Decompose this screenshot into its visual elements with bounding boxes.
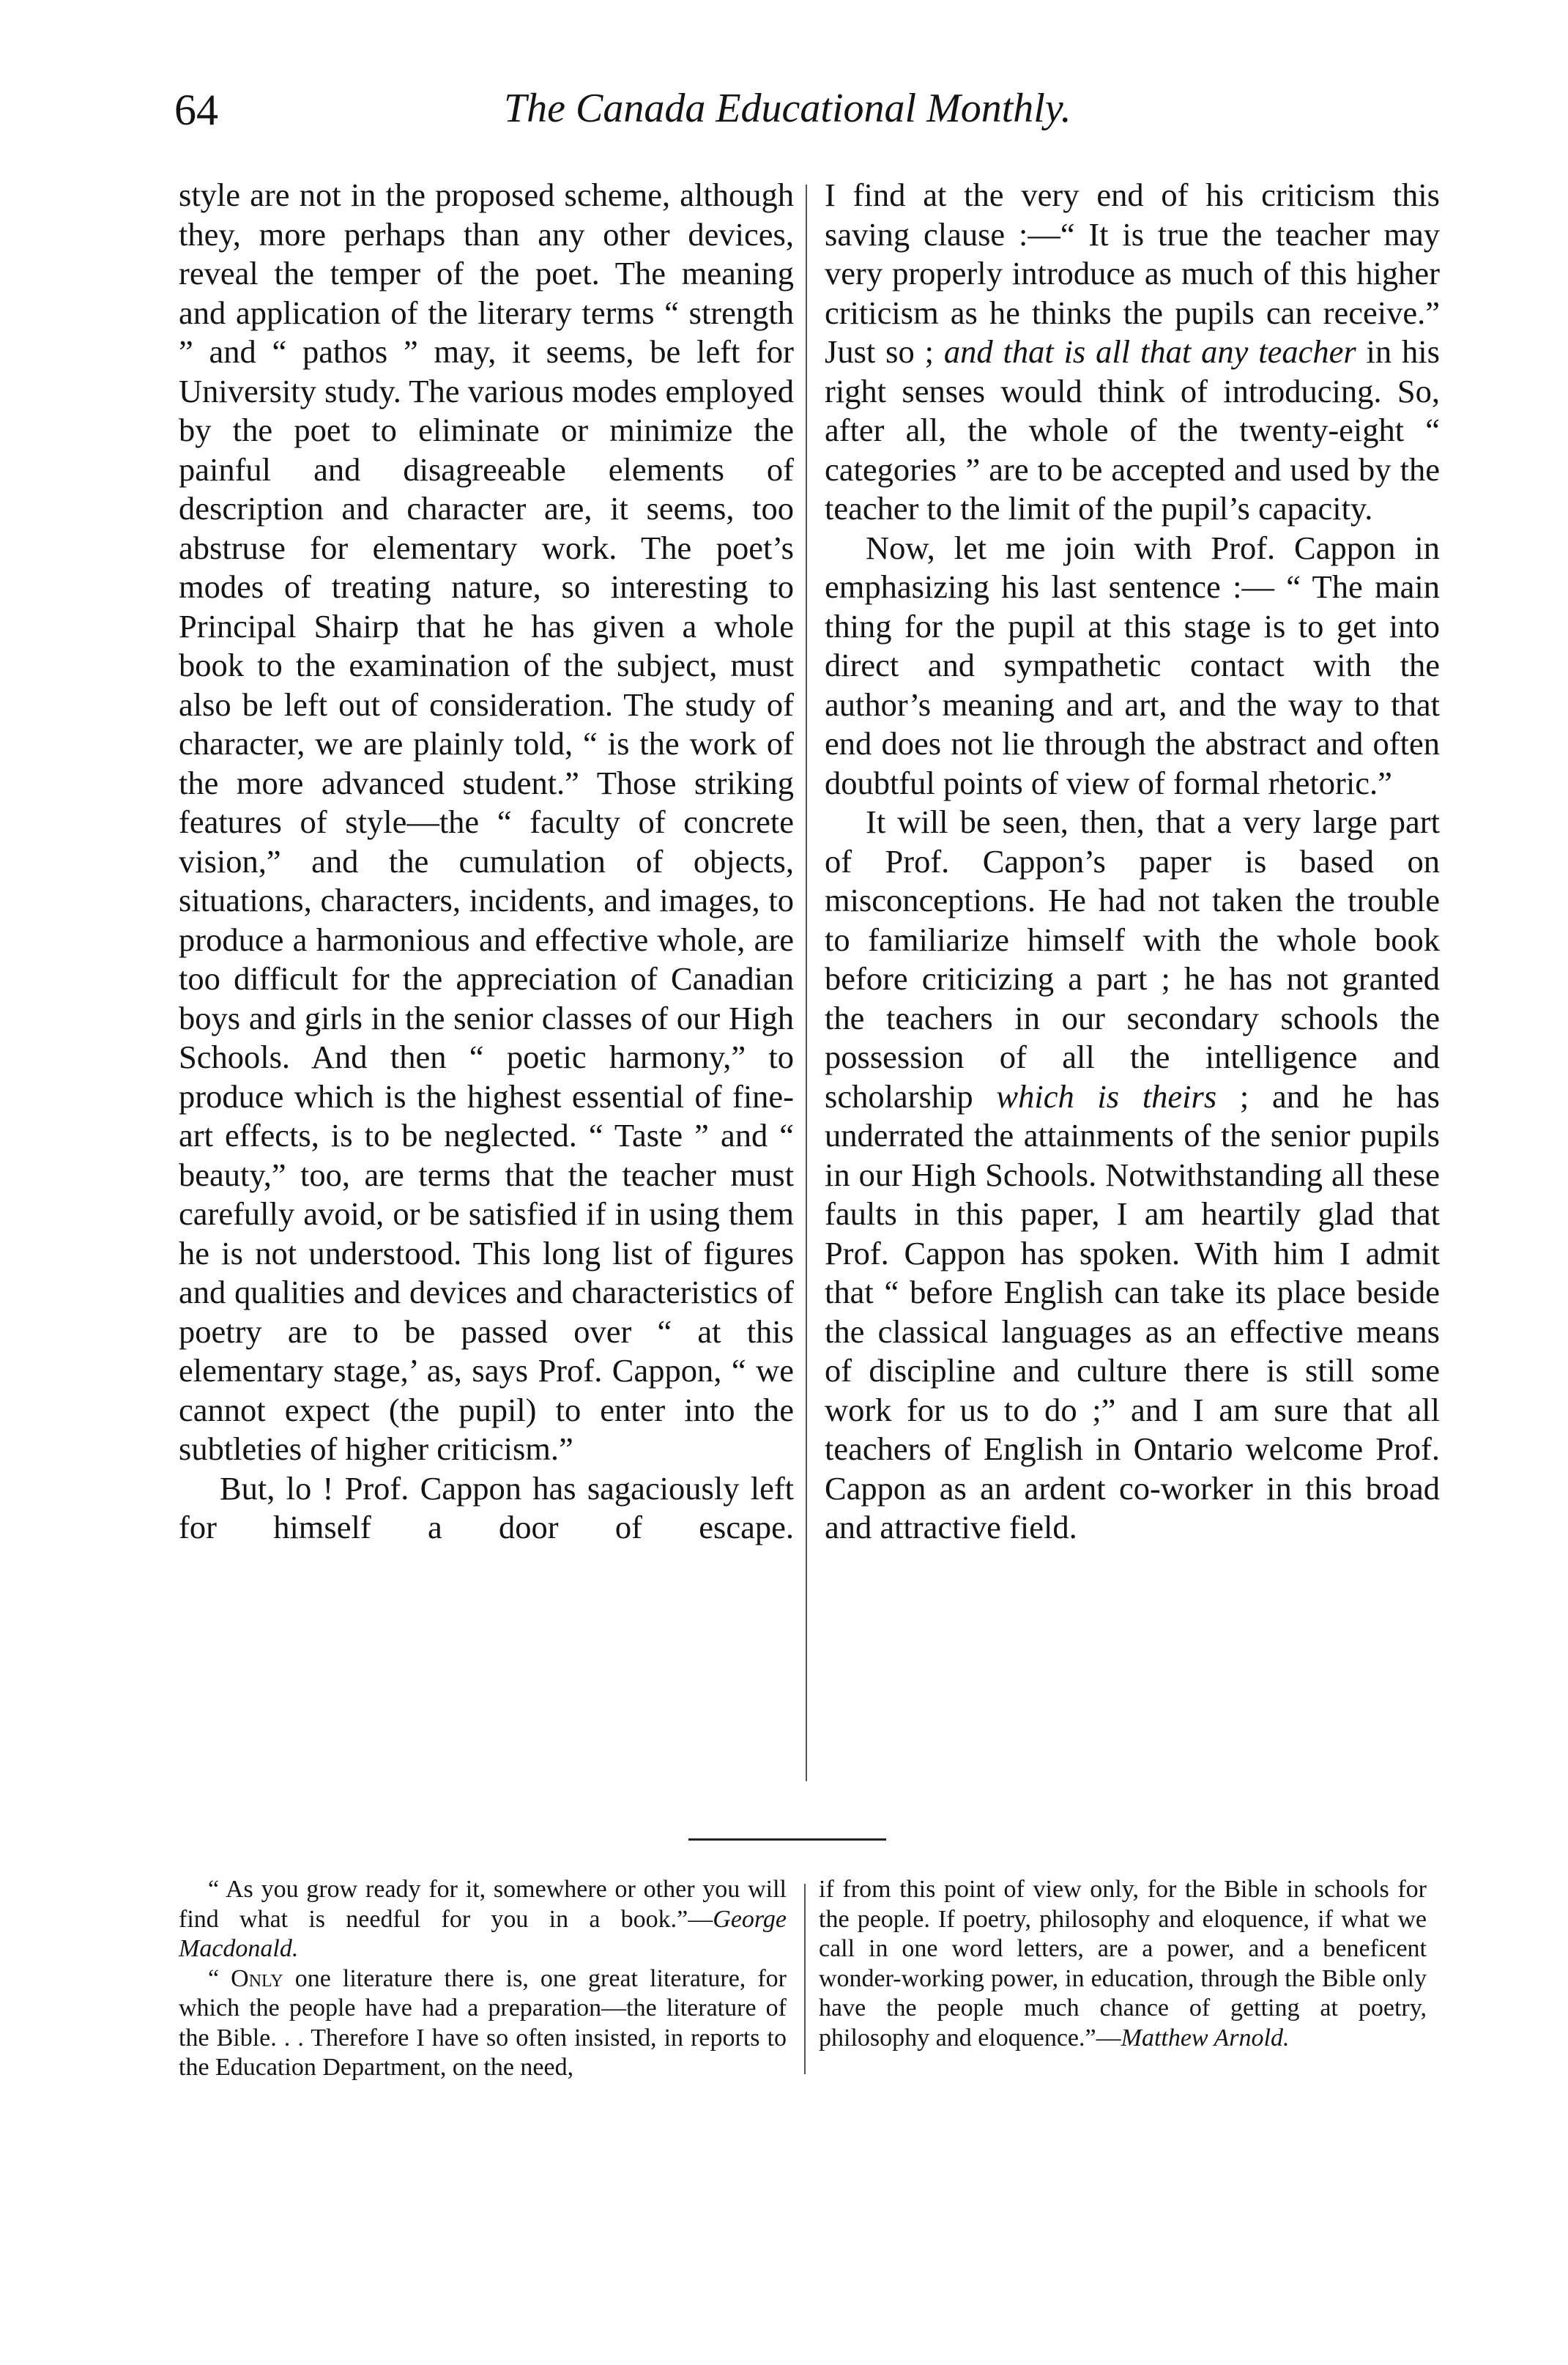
- right-paragraph-1-emphasis: and that is all that any teacher: [943, 333, 1356, 370]
- running-title: The Canada Educational Monthly.: [504, 86, 1071, 131]
- right-paragraph-3-emphasis: which is theirs: [996, 1077, 1217, 1115]
- right-paragraph-1: [825, 176, 1440, 529]
- column-divider: [806, 185, 807, 1781]
- footnote-quote-arnold-text-1: one literature there is, one great literature, for which the people have had a preparation—the literature of the Bible. . . Therefore I have so often insisted, in reports to the Education Department, on the need,: [179, 1964, 787, 2081]
- right-paragraph-3-text-a: It will be seen, then, that a very large part of Prof. Cappon’s paper is based on misconceptions. He had not taken the trouble to familiarize himself with the whole book before criticizing a part ; he has not granted the teachers in our secondary schools the possession of all the intelligence and scholarship: [825, 803, 1440, 1115]
- right-paragraph-2: Now, let me join with Prof. Cappon in emphasizing his last sentence :— “ The main thing for the pupil at this stage is to get into direct and sympathetic contact with the author’s meaning and art, and the way to that end does not lie through the abstract and often doubtful points of view of formal rhetoric.”: [825, 529, 1440, 801]
- footnote-column-divider: [804, 1884, 806, 2074]
- footnote-quote-arnold-part-1: [179, 1964, 787, 2083]
- section-divider: [688, 1838, 886, 1841]
- footnote-quote-macdonald: [179, 1875, 787, 1964]
- footnote-opening-word: “ Only: [208, 1964, 283, 1992]
- right-paragraph-1-text-a: I find at the very end of his criticism this saving clause :—“ It is true the teacher may very properly introduce as much of this higher criticism as he thinks the pupils can receive.” Just so ;: [825, 177, 1440, 370]
- right-paragraph-3: [825, 803, 1440, 1548]
- footnote-left-column: [179, 1875, 787, 2083]
- footnote-quote-arnold-part-2: [819, 1875, 1427, 2053]
- left-paragraph-1: style are not in the proposed scheme, although they, more perhaps than any other devices, reveal the temper of the poet. The meaning and application of the literary terms “ strength ” and “ pathos ” may, it seems, be left for University study. The various modes employed by the poet to eliminate or minimize the painful and disagreeable elements of description and character are, it seems, too abstruse for elementary work. The poet’s modes of treating nature, so interesting to Principal Shairp that he has given a whole book to the examination of the subject, must also be left out of consideration. The study of character, we are plainly told, “ is the work of the more advanced student.” Those striking features of style—the “ faculty of concrete vision,” and the cumulation of objects, situations, characters, incidents, and images, to produce a harmonious and effective whole, are too difficult for the appreciation of Canadian boys and girls in the senior classes of our High Schools. And then “ poetic harmony,” to produce which is the highest essential of fine-art effects, is to be neglected. “ Taste ” and “ beauty,” too, are terms that the teacher must carefully avoid, or be satisfied if in using them he is not understood. This long list of figures and qualities and devices and characteristics of poetry are to be passed over “ at this elementary stage,’ as, says Prof. Cappon, “ we cannot expect (the pupil) to enter into the subtleties of higher criticism.”: [179, 177, 794, 1467]
- footnote-author-macdonald: George Macdonald.: [179, 1905, 787, 1962]
- footnote-quote-arnold-text-2: if from this point of view only, for the Bible in schools for the people. If poetry, philosophy and eloquence, if what we call in one word letters, are a power, and a beneficent wonder-working power, in education, through the Bible only have the people much chance of getting at poetry, philosophy and eloquence.”—: [819, 1876, 1427, 2052]
- left-paragraph-2: But, lo ! Prof. Cappon has sagaciously left for himself a door of escape.: [179, 1469, 794, 1545]
- right-column: [825, 176, 1440, 1548]
- right-paragraph-3-text-b: ; and he has underrated the attainments of the senior pupils in our High Schools. Notwithstanding all these faults in this paper, I am heartily glad that Prof. Cappon has spoken. With him I admit that “ before English can take its place beside the classical languages as an effective means of discipline and culture there is still some work for us to do ;” and I am sure that all teachers of English in Ontario welcome Prof. Cappon as an ardent co-worker in this broad and attractive field.: [825, 1077, 1440, 1545]
- page-number: 64: [174, 86, 218, 134]
- footnote-right-column: [819, 1875, 1427, 2053]
- left-column: [179, 176, 794, 1548]
- footnote-quote-macdonald-text: “ As you grow ready for it, somewhere or other you will find what is needful for you in a book.”—: [179, 1876, 787, 1933]
- footnote-author-arnold: Matthew Arnold.: [1121, 2024, 1290, 2052]
- right-paragraph-1-text-b: in his right senses would think of introducing. So, after all, the whole of the twenty-eight “ categories ” are to be accepted and used by the teacher to the limit of the pupil’s capacity.: [825, 333, 1440, 527]
